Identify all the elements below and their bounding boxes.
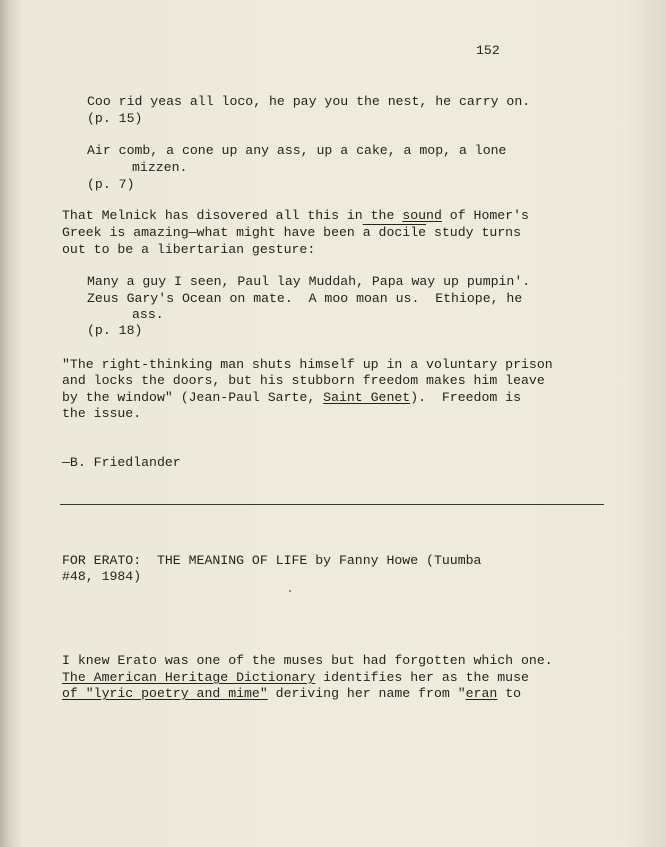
paragraph-line xyxy=(62,225,521,241)
quote-line: mizzen. xyxy=(132,160,188,175)
underlined-word: eran xyxy=(465,686,498,701)
quote-citation: (p. 7) xyxy=(87,177,135,192)
text-run: That Melnick has disovered all this in the xyxy=(62,208,403,223)
heading-line: FOR ERATO: THE MEANING OF LIFE by Fanny Howe (Tuumba xyxy=(62,553,482,568)
text-run: deriving her name from " xyxy=(267,686,466,701)
text-run: by the window" (Jean-Paul Sarte, xyxy=(62,390,324,405)
quote-line: Coo rid yeas all loco, he pay you the nest, he carry on. xyxy=(87,94,531,109)
text-run: study turns xyxy=(426,225,522,240)
section-divider xyxy=(60,504,604,505)
paragraph-line: "The right-thinking man shuts himself up in a voluntary prison xyxy=(62,357,553,372)
text-run: identifies her as the muse xyxy=(315,670,529,685)
paragraph-line xyxy=(62,390,521,406)
author-signature: —B. Friedlander xyxy=(62,455,181,470)
underlined-word: sound xyxy=(402,208,442,223)
page-number: 152 xyxy=(476,43,500,58)
paragraph-line xyxy=(62,670,529,686)
paragraph-line xyxy=(62,208,529,224)
quote-citation: (p. 18) xyxy=(87,323,143,338)
speck xyxy=(289,590,291,592)
quote-line: ass. xyxy=(132,307,164,322)
text-run: of Homer's xyxy=(441,208,529,223)
text-run: ). Freedom is xyxy=(410,390,522,405)
quote-line: Many a guy I seen, Paul lay Muddah, Papa way up pumpin'. xyxy=(87,274,531,289)
paragraph-line xyxy=(62,686,521,702)
underlined-title: The American Heritage Dictionary xyxy=(62,670,316,685)
text-run: to xyxy=(497,686,522,701)
heading-line: #48, 1984) xyxy=(62,569,142,584)
underlined-title: Saint Genet xyxy=(323,390,411,405)
paragraph-line: and locks the doors, but his stubborn freedom makes him leave xyxy=(62,373,545,388)
overlined-phrase: a docile xyxy=(362,225,427,240)
paragraph-line: I knew Erato was one of the muses but had forgotten which one. xyxy=(62,653,553,668)
underlined-quote: of "lyric poetry and mime" xyxy=(62,686,268,701)
quote-line: Zeus Gary's Ocean on mate. A moo moan us. Ethiope, he xyxy=(87,291,523,306)
quote-line: Air comb, a cone up any ass, up a cake, a mop, a lone xyxy=(87,143,507,158)
quote-citation: (p. 15) xyxy=(87,111,143,126)
paragraph-line: out to be a libertarian gesture: xyxy=(62,242,316,257)
paragraph-line: the issue. xyxy=(62,406,142,421)
text-run: Greek is amazing—what might have been xyxy=(62,225,363,240)
